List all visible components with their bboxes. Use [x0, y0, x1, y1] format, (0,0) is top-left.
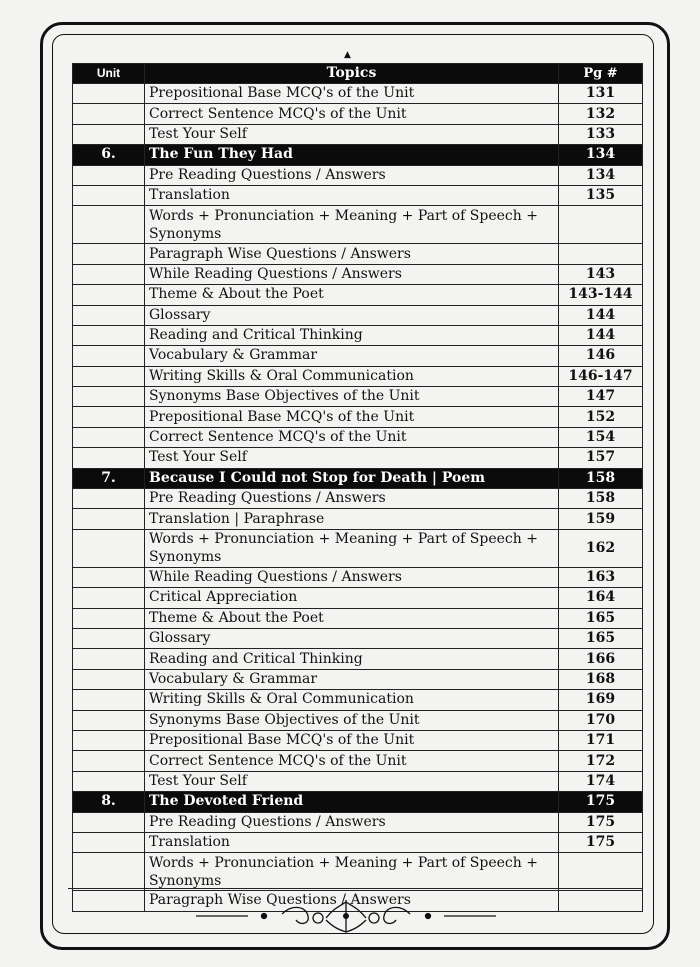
unit-cell: [73, 567, 145, 587]
table-row: [73, 608, 643, 628]
topic-cell: Translation: [145, 832, 559, 852]
unit-cell: 6.: [73, 145, 145, 165]
unit-cell: [73, 751, 145, 771]
topic-cell: Reading and Critical Thinking: [145, 325, 559, 345]
page-cell: 158: [559, 468, 643, 488]
ornament-flourish-icon: [196, 898, 496, 934]
page-cell: 158: [559, 489, 643, 509]
page-cell: [559, 891, 643, 911]
table-row: [73, 832, 643, 852]
page-cell: 169: [559, 690, 643, 710]
topic-cell: Paragraph Wise Questions / Answers: [145, 891, 559, 911]
unit-cell: [73, 608, 145, 628]
topic-cell: Prepositional Base MCQ's of the Unit: [145, 84, 559, 104]
table-row: [73, 567, 643, 587]
table-row: [73, 669, 643, 689]
table-body: [73, 84, 643, 912]
unit-cell: [73, 529, 145, 567]
topic-cell: Words + Pronunciation + Meaning + Part of Speech + Synonyms: [145, 529, 559, 567]
unit-cell: [73, 588, 145, 608]
page-cell: 144: [559, 305, 643, 325]
table-row: [73, 366, 643, 386]
table-row: [73, 427, 643, 447]
unit-cell: [73, 366, 145, 386]
unit-cell: [73, 185, 145, 205]
unit-cell: [73, 853, 145, 891]
page-cell: 146-147: [559, 366, 643, 386]
unit-cell: [73, 206, 145, 244]
table-row: [73, 165, 643, 185]
unit-cell: [73, 165, 145, 185]
table-row: [73, 124, 643, 144]
table-row: [73, 509, 643, 529]
page-cell: 152: [559, 407, 643, 427]
unit-cell: [73, 832, 145, 852]
topic-cell: Pre Reading Questions / Answers: [145, 489, 559, 509]
page-cell: 166: [559, 649, 643, 669]
page-cell: 172: [559, 751, 643, 771]
unit-cell: [73, 285, 145, 305]
topic-cell: Prepositional Base MCQ's of the Unit: [145, 730, 559, 750]
unit-cell: [73, 730, 145, 750]
page-cell: 165: [559, 628, 643, 648]
page-cell: 131: [559, 84, 643, 104]
page-cell: 165: [559, 608, 643, 628]
header-unit: Unit: [73, 64, 145, 84]
topic-cell: Correct Sentence MCQ's of the Unit: [145, 104, 559, 124]
topic-cell: Words + Pronunciation + Meaning + Part of Speech + Synonyms: [145, 206, 559, 244]
topic-cell: Synonyms Base Objectives of the Unit: [145, 387, 559, 407]
table-row: [73, 264, 643, 284]
table-row: [73, 771, 643, 791]
topic-cell: The Devoted Friend: [145, 792, 559, 812]
topic-cell: Test Your Self: [145, 124, 559, 144]
table-row: [73, 244, 643, 264]
unit-cell: [73, 325, 145, 345]
table-row: [73, 730, 643, 750]
table-row: [73, 489, 643, 509]
table-row: [73, 104, 643, 124]
topic-cell: Writing Skills & Oral Communication: [145, 366, 559, 386]
page-cell: 174: [559, 771, 643, 791]
table-row: [73, 628, 643, 648]
page-cell: 143: [559, 264, 643, 284]
table-row: [73, 690, 643, 710]
table-row: [73, 387, 643, 407]
unit-cell: [73, 509, 145, 529]
page-cell: 132: [559, 104, 643, 124]
unit-cell: [73, 628, 145, 648]
unit-cell: [73, 387, 145, 407]
topic-cell: Translation | Paraphrase: [145, 509, 559, 529]
topic-cell: Because I Could not Stop for Death | Poem: [145, 468, 559, 488]
table-row: [73, 325, 643, 345]
page-cell: 147: [559, 387, 643, 407]
topic-cell: Pre Reading Questions / Answers: [145, 812, 559, 832]
triangle-marker-icon: ▲: [344, 50, 351, 60]
topic-cell: Correct Sentence MCQ's of the Unit: [145, 427, 559, 447]
unit-cell: [73, 891, 145, 911]
topic-cell: Words + Pronunciation + Meaning + Part of Speech + Synonyms: [145, 853, 559, 891]
table-row: [73, 305, 643, 325]
page-cell: 134: [559, 165, 643, 185]
topic-cell: Pre Reading Questions / Answers: [145, 165, 559, 185]
page-cell: 175: [559, 792, 643, 812]
table-row: [73, 346, 643, 366]
unit-cell: [73, 407, 145, 427]
header-page: Pg #: [559, 64, 643, 84]
topic-cell: Translation: [145, 185, 559, 205]
topic-cell: Critical Appreciation: [145, 588, 559, 608]
page-cell: [559, 853, 643, 891]
table-header: [73, 64, 643, 84]
topic-cell: Glossary: [145, 305, 559, 325]
table-row: [73, 84, 643, 104]
topic-cell: Synonyms Base Objectives of the Unit: [145, 710, 559, 730]
page-cell: 168: [559, 669, 643, 689]
table-row: [73, 853, 643, 891]
unit-cell: [73, 812, 145, 832]
unit-cell: 8.: [73, 792, 145, 812]
table-row: [73, 407, 643, 427]
topic-cell: Vocabulary & Grammar: [145, 346, 559, 366]
page-cell: 163: [559, 567, 643, 587]
page-cell: 170: [559, 710, 643, 730]
topic-cell: Correct Sentence MCQ's of the Unit: [145, 751, 559, 771]
page-cell: 146: [559, 346, 643, 366]
topic-cell: Writing Skills & Oral Communication: [145, 690, 559, 710]
page-cell: 157: [559, 448, 643, 468]
page-cell: 154: [559, 427, 643, 447]
topic-cell: Reading and Critical Thinking: [145, 649, 559, 669]
page-cell: [559, 244, 643, 264]
table-row: [73, 751, 643, 771]
page-cell: 144: [559, 325, 643, 345]
page-cell: 164: [559, 588, 643, 608]
page-cell: 162: [559, 529, 643, 567]
topic-cell: While Reading Questions / Answers: [145, 264, 559, 284]
unit-cell: [73, 690, 145, 710]
table-row: [73, 649, 643, 669]
unit-cell: [73, 448, 145, 468]
unit-cell: [73, 104, 145, 124]
topic-cell: Theme & About the Poet: [145, 608, 559, 628]
unit-cell: [73, 346, 145, 366]
page-cell: 175: [559, 812, 643, 832]
topic-cell: Glossary: [145, 628, 559, 648]
page-cell: 175: [559, 832, 643, 852]
topic-cell: Test Your Self: [145, 771, 559, 791]
page-cell: 134: [559, 145, 643, 165]
unit-heading-row: [73, 145, 643, 165]
table-row: [73, 185, 643, 205]
unit-cell: [73, 710, 145, 730]
table-row: [73, 206, 643, 244]
page-cell: [559, 206, 643, 244]
table-row: [73, 588, 643, 608]
page-cell: 143-144: [559, 285, 643, 305]
topic-cell: Vocabulary & Grammar: [145, 669, 559, 689]
unit-cell: [73, 264, 145, 284]
unit-cell: [73, 124, 145, 144]
topic-cell: Test Your Self: [145, 448, 559, 468]
topic-cell: Theme & About the Poet: [145, 285, 559, 305]
unit-cell: 7.: [73, 468, 145, 488]
bottom-divider: [68, 888, 642, 889]
page-cell: 133: [559, 124, 643, 144]
unit-cell: [73, 649, 145, 669]
table-row: [73, 529, 643, 567]
page-cell: 159: [559, 509, 643, 529]
table-row: [73, 448, 643, 468]
unit-cell: [73, 427, 145, 447]
topic-cell: While Reading Questions / Answers: [145, 567, 559, 587]
unit-cell: [73, 244, 145, 264]
unit-cell: [73, 771, 145, 791]
unit-heading-row: [73, 792, 643, 812]
header-topics: Topics: [145, 64, 559, 84]
unit-cell: [73, 489, 145, 509]
table-row: [73, 285, 643, 305]
unit-heading-row: [73, 468, 643, 488]
topic-cell: The Fun They Had: [145, 145, 559, 165]
table-of-contents: [72, 63, 643, 912]
unit-cell: [73, 305, 145, 325]
unit-cell: [73, 84, 145, 104]
table-row: [73, 812, 643, 832]
page-cell: 171: [559, 730, 643, 750]
topic-cell: Prepositional Base MCQ's of the Unit: [145, 407, 559, 427]
topic-cell: Paragraph Wise Questions / Answers: [145, 244, 559, 264]
table-row: [73, 710, 643, 730]
page-cell: 135: [559, 185, 643, 205]
unit-cell: [73, 669, 145, 689]
